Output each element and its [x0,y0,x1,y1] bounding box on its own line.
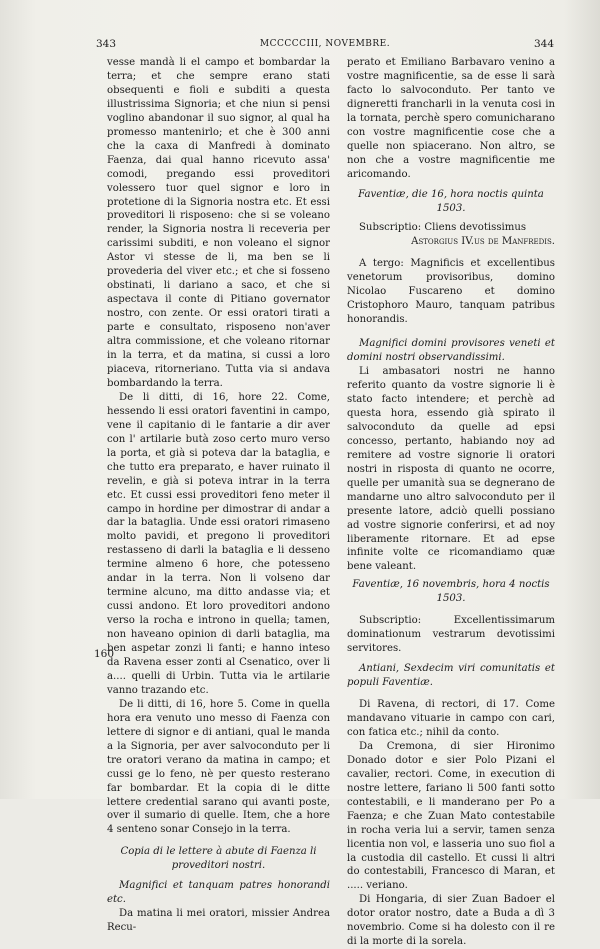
page-number-left: 343 [96,38,117,50]
left-column-paragraph: De li ditti, di 16, hore 22. Come, hessendo li essi oratori faventini in campo, vene il capitanio di le fantarie a dir aver con l' artilarie butà zoso certo muro verso la porta, et già si poteva dar la bataglia, e che tutto era preparato, e haver ruinato il revelin, e già si poteva intrar in la terra etc. Et cussi essi proveditori feno meter il campo in hordine per dimostrar di andar a dar la bataglia. Unde essi oratori rimaseno molto pavidi, et pregono li proveditori restasseno di darli la bataglia e li desseno termine almeno 6 hore, che potesseno andar in la terra. Non li volseno dar termine alcuno, ma ditto andasse via; et cussi andono. Et loro proveditori andono verso la rocha e introno in quella; tamen, non haveano opinion di darli bataglia, ma ben aspetar zonzi li fanti; e hanno inteso da Ravena esser zonti al Csenatico, over li a.... quelli di Urbin. Tutta via le artilarie vanno trazando etc. [107,391,330,696]
page-number-right: 344 [533,38,554,50]
left-column-paragraph: Copia di le lettere à abute di Faenza li proveditori nostri. [120,846,317,872]
left-column [107,56,330,935]
right-column-paragraph: perato et Emiliano Barbavaro venino a vostre magnificentie, sa de esse li sarà facto lo salvoconduto. Per tanto ve digneretti francharli in la venuta cosi in la tornata, perchè spero comunicharano con vostre magnificentie cose che a quelle non spiacerano. Non altro, se non che a vostre magnificentie me aricomando. [347,57,555,180]
right-column-paragraph: Astorgius IV.us de Manfredis. [411,236,555,248]
right-column-paragraph: Subscriptio: Excellentissimarum dominationum vestrarum devotissimi servitores. [347,615,555,655]
left-column-paragraph: Da matina li mei oratori, missier Andrea Recu- [107,908,330,934]
left-column-paragraph: vesse mandà li el campo et bombardar la terra; et che sempre erano stati obsequenti e fioli e subditi a questa illustrissima Signoria; et che niun si pensi voglino abandonar il suo signor, al qual ha promesso mantenirlo; et che è 300 anni che la caxa di Manfredi à dominato Faenza, dai qual hanno ricevuto assa' comodi, pregando essi proveditori volessero tuor quel signor e loro in protetione di la Signoria nostra etc. Et essi proveditori li risposeno: che si se voleano render, la Signoria nostra li receveria per carissimi subditi, e non voleano el signor Astor vi stesse de li, ma ben se li provederia del viver etc.; et che si fosseno obstinati, li dariano a saco, et che si aspectava il conte di Pitiano governator nostro, con zente. Or essi oratori tirati a parte e consultato, risposeno non'aver altra commissione, et che voleano ritornar in la terra, et da matina, si cussi a loro piaceva, ritorneriano. Tutta via si andava bombardando la terra. [107,57,330,389]
right-column-paragraph: Faventiæ, 16 novembris, hora 4 noctis 1503. [352,579,550,605]
right-column-paragraph: Antiani, Sexdecim viri comunitatis et populi Faventiæ. [347,663,555,689]
right-column-paragraph: Di Hongaria, di sier Zuan Badoer el dotor orator nostro, date a Buda a dì 3 novembrio. Come si ha dolesto con il re di la morte di la sorela. [347,894,555,948]
running-title: MCCCCCIII, NOVEMBRE. [259,39,391,49]
right-column [347,56,555,949]
margin-number: 160 [94,648,115,660]
left-column-paragraph: De li ditti, di 16, hore 5. Come in quella hora era venuto uno messo di Faenza con lettere di signor e di antiani, qual le manda a la Signoria, per aver salvoconduto per li tre oratori verano da matina in campo; et cussi ge lo feno, nè per questo resterano far bombardar. Et la copia di le ditte lettere credential sarano qui avanti poste, over il sumario di quelle. Item, che a hore 4 senteno sonar Consejo in la terra. [107,698,330,836]
right-column-paragraph: Subscriptio: Cliens devotissimus [359,222,527,234]
running-header [96,37,554,51]
right-column-paragraph: Da Cremona, di sier Hironimo Donado dotor e sier Polo Pizani el cavalier, rectori. Come, in execution di nostre lettere, fariano li 500 fanti sotto contestabili, e li manderano per Po a Faenza; e che Zuan Mato contestabile in rocha veria lui a servir, tamen senza licentia non vol, e lasseria uno suo fiol a la custodia dil castello. Et cussi li altri do contestabili, Francesco di Maran, et ..... veriano. [347,740,555,892]
right-column-paragraph: Li ambasatori nostri ne hanno referito quanto da vostre signorie li è stato facto intendere; et perchè ad questa hora, essendo già spirato il salvoconduto da quelle ad epsi concesso, pertanto, habiando noy ad remitere ad vostre signorie li oratori nostri in risposta di quanto ne ocorre, quelle per umanità sua se degnerano de mandarne uno altro salvoconduto per il presente latore, adciò quelli possiano ad vostre signorie conferirsi, et ad noy liberamente ritornare. Et ad epse infinite volte ce ricomandiamo quæ bene valeant. [347,366,555,573]
right-column-paragraph: Magnifici domini provisores veneti et domini nostri observandissimi. [347,338,555,364]
right-column-paragraph: Di Ravena, di rectori, di 17. Come mandavano vituarie in campo con cari, con fatica etc.; nihil da conto. [347,699,555,738]
left-column-paragraph: Magnifici et tanquam patres honorandi etc. [107,880,330,906]
right-column-paragraph: A tergo: Magnificis et excellentibus venetorum provisoribus, domino Nicolao Fuscareno et domino Cristophoro Mauro, tanquam patribus honorandis. [347,258,555,326]
right-column-paragraph: Faventiæ, die 16, hora noctis quinta 1503. [358,188,544,214]
